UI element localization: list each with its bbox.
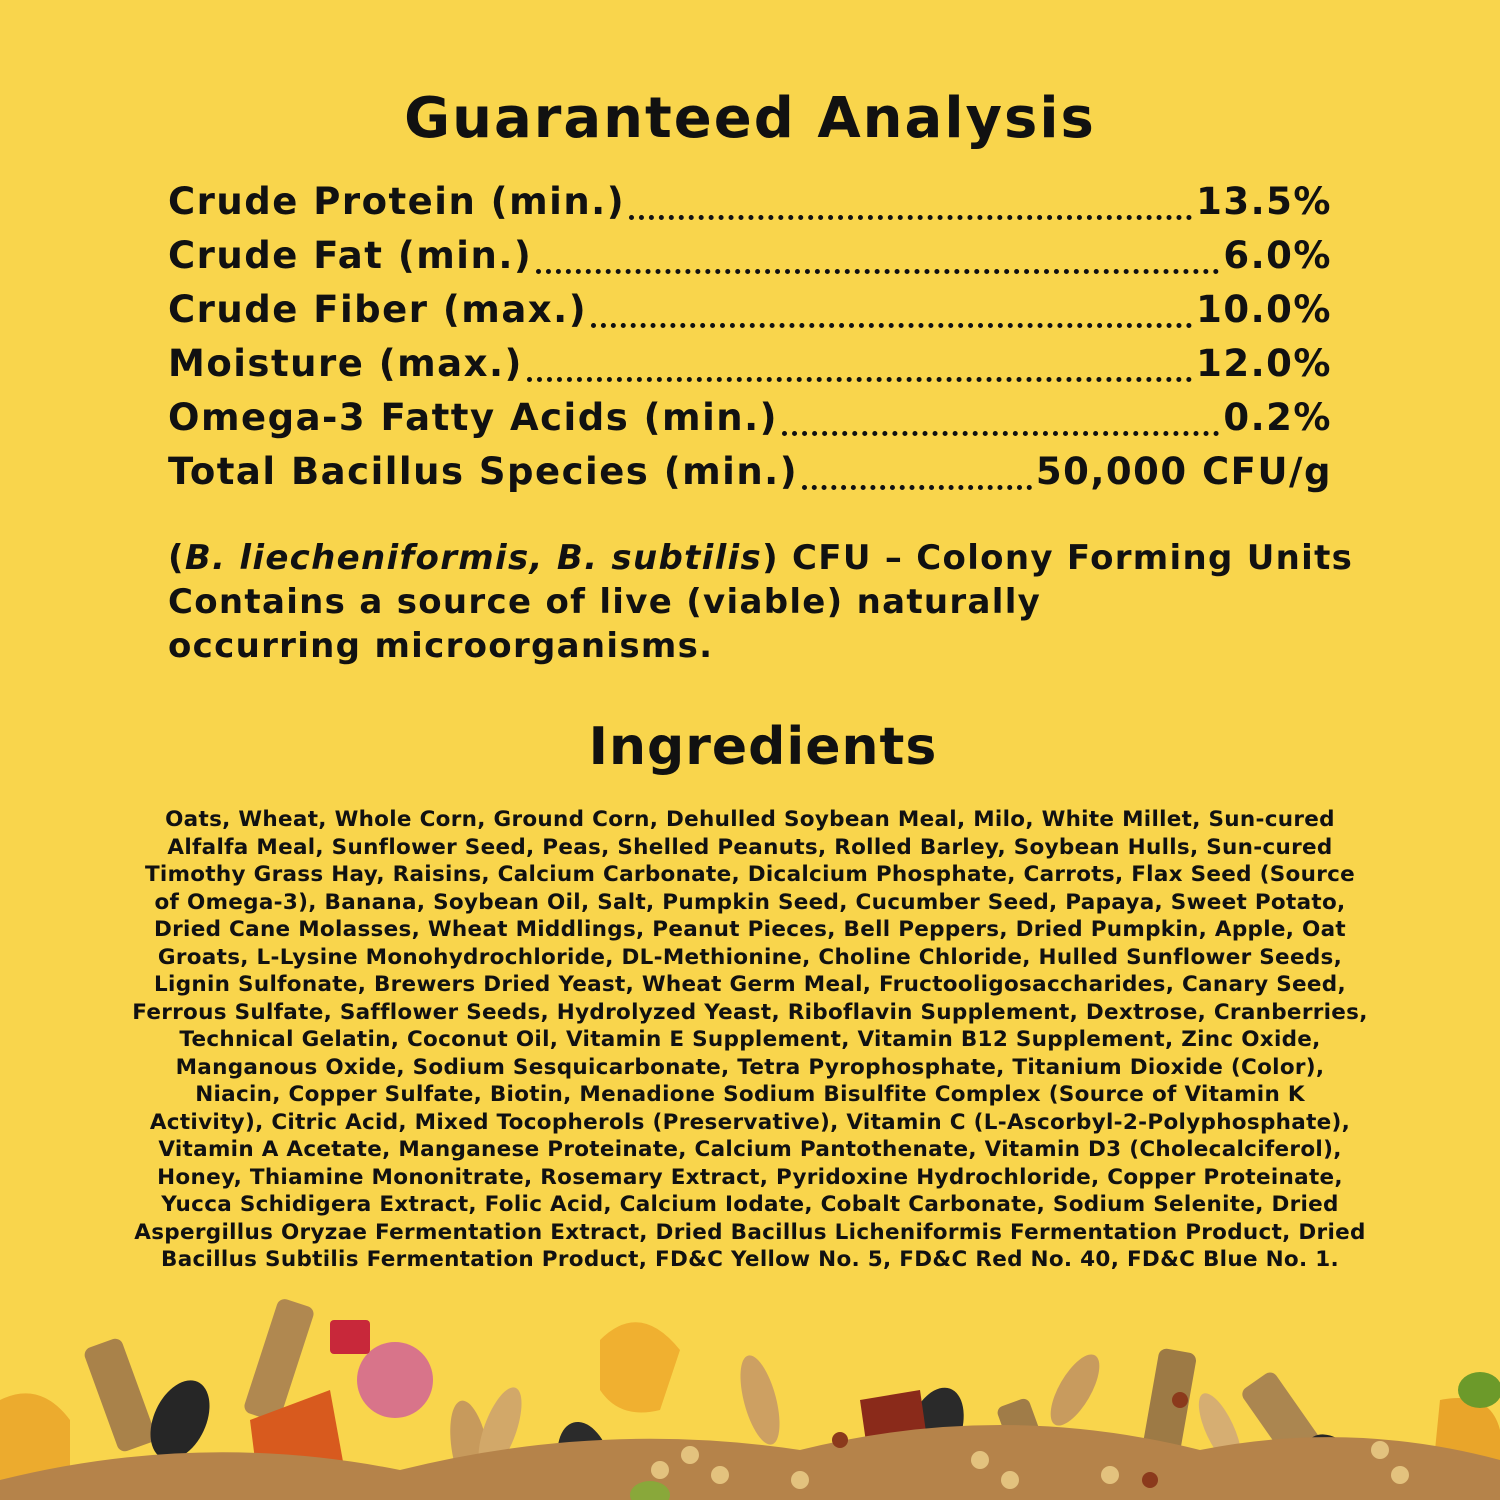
pellet xyxy=(82,1336,157,1453)
ingredients-line: Activity), Citric Acid, Mixed Tocopherols (Preservative), Vitamin C (L-Ascorbyl-2-Polyphosphate), xyxy=(149,1109,1351,1135)
analysis-row xyxy=(168,450,1332,504)
ingredients-line: Oats, Wheat, Whole Corn, Ground Corn, Dehulled Soybean Meal, Milo, White Millet, Sun-cured xyxy=(165,807,1335,832)
ingredients-line: Alfalfa Meal, Sunflower Seed, Peas, Shelled Peanuts, Rolled Barley, Soybean Hulls, Sun-cured xyxy=(167,834,1333,860)
analysis-value: 10.0% xyxy=(1196,288,1332,331)
analysis-row xyxy=(168,234,1332,288)
note-line-2: Contains a source of live (viable) naturally xyxy=(168,582,1042,622)
fruit-ball xyxy=(357,1342,433,1418)
analysis-row xyxy=(168,342,1332,396)
green-pea xyxy=(1458,1372,1500,1408)
note-line-3: occurring microorganisms. xyxy=(168,626,714,666)
probiotic-note xyxy=(168,536,1368,668)
note-line-1: (B. liecheniformis, B. subtilis) CFU – Colony Forming Units xyxy=(168,538,1354,578)
analysis-value: 0.2% xyxy=(1223,396,1332,439)
oat-grain xyxy=(1041,1347,1109,1432)
oat-grain xyxy=(733,1351,788,1448)
ingredients-line: Honey, Thiamine Mononitrate, Rosemary Extract, Pyridoxine Hydrochloride, Copper Proteinate, xyxy=(157,1164,1343,1190)
dot-leader xyxy=(591,323,1192,328)
dot-leader xyxy=(629,215,1192,220)
dot-leader xyxy=(782,431,1219,436)
seed-mix-illustration xyxy=(0,1280,1500,1500)
analysis-table xyxy=(168,180,1332,504)
guaranteed-analysis-title: Guaranteed Analysis xyxy=(404,86,1096,151)
dot-leader xyxy=(536,269,1219,274)
analysis-row xyxy=(168,288,1332,342)
red-cube xyxy=(330,1320,370,1354)
ingredients-line: Timothy Grass Hay, Raisins, Calcium Carbonate, Dicalcium Phosphate, Carrots, Flax Seed (Source xyxy=(144,862,1356,887)
ingredients-line: Groats, L-Lysine Monohydrochloride, DL-Methionine, Choline Chloride, Hulled Sunflower Seeds, xyxy=(157,944,1343,970)
ingredients-line: of Omega-3), Banana, Soybean Oil, Salt, Pumpkin Seed, Cucumber Seed, Papaya, Sweet Potato, xyxy=(154,889,1346,915)
analysis-label: Total Bacillus Species (min.) xyxy=(168,450,799,493)
analysis-value: 50,000 CFU/g xyxy=(1035,450,1332,493)
species-names: B. liecheniformis, B. subtilis xyxy=(184,538,763,578)
analysis-label: Moisture (max.) xyxy=(168,342,523,385)
dot-leader xyxy=(802,485,1032,490)
analysis-row xyxy=(168,396,1332,450)
ingredients-line: Aspergillus Oryzae Fermentation Extract, Dried Bacillus Licheniformis Fermentation Product, Dried xyxy=(134,1219,1366,1245)
analysis-label: Omega-3 Fatty Acids (min.) xyxy=(168,396,779,439)
ingredients-line: Yucca Schidigera Extract, Folic Acid, Calcium Iodate, Cobalt Carbonate, Sodium Selenite, Dried xyxy=(161,1192,1339,1217)
corn-kernel xyxy=(600,1322,680,1412)
analysis-value: 6.0% xyxy=(1223,234,1332,277)
ingredients-line: Vitamin A Acetate, Manganese Proteinate, Calcium Pantothenate, Vitamin D3 (Cholecalciferol), xyxy=(158,1137,1342,1162)
ingredients-list xyxy=(130,806,1370,1274)
analysis-label: Crude Fat (min.) xyxy=(168,234,533,277)
ingredients-line: Technical Gelatin, Coconut Oil, Vitamin E Supplement, Vitamin B12 Supplement, Zinc Oxide, xyxy=(179,1027,1321,1052)
analysis-label: Crude Protein (min.) xyxy=(168,180,626,223)
ingredients-line: Niacin, Copper Sulfate, Biotin, Menadione Sodium Bisulfite Complex (Source of Vitamin K xyxy=(195,1082,1305,1107)
dot-leader xyxy=(527,377,1192,382)
analysis-value: 13.5% xyxy=(1196,180,1332,223)
analysis-row xyxy=(168,180,1332,234)
ingredients-title: Ingredients xyxy=(588,717,938,777)
ingredients-line: Lignin Sulfonate, Brewers Dried Yeast, Wheat Germ Meal, Fructooligosaccharides, Canary Seed, xyxy=(154,972,1346,997)
ingredients-line: Ferrous Sulfate, Safflower Seeds, Hydrolyzed Yeast, Riboflavin Supplement, Dextrose, Cranberries, xyxy=(132,999,1368,1025)
analysis-label: Crude Fiber (max.) xyxy=(168,288,588,331)
ingredients-line: Bacillus Subtilis Fermentation Product, FD&C Yellow No. 5, FD&C Red No. 40, FD&C Blue No. 1. xyxy=(161,1247,1339,1272)
ingredients-line: Dried Cane Molasses, Wheat Middlings, Peanut Pieces, Bell Peppers, Dried Pumpkin, Apple, Oat xyxy=(153,917,1346,942)
ingredients-line: Manganous Oxide, Sodium Sesquicarbonate, Tetra Pyrophosphate, Titanium Dioxide (Color), xyxy=(175,1054,1325,1080)
analysis-value: 12.0% xyxy=(1196,342,1332,385)
